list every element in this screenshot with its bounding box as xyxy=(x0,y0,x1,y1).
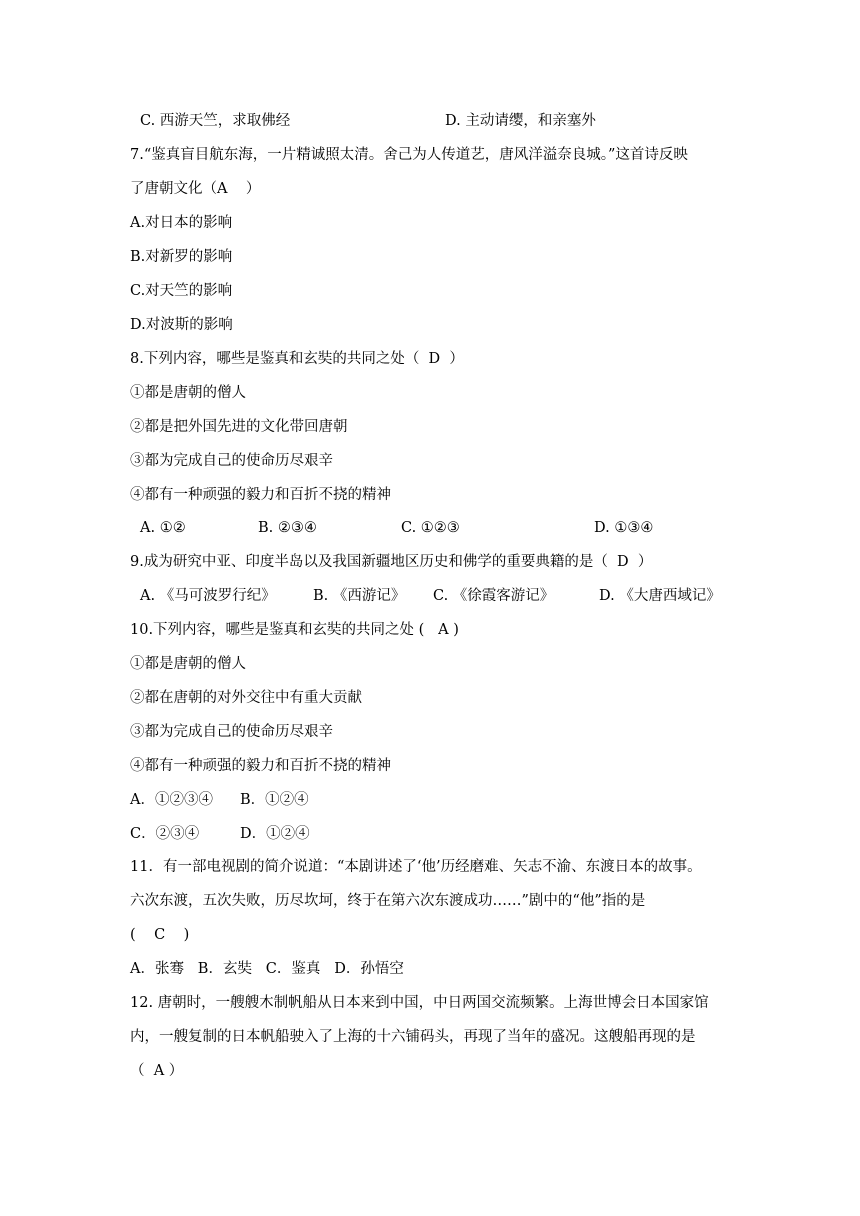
q12-stem-line3: （ A ） xyxy=(130,1063,184,1079)
q7-stem-line2: 了唐朝文化（A ） xyxy=(130,181,261,197)
q6-option-d: D. 主动请缨，和亲塞外 xyxy=(445,113,596,129)
q8-option-d: D. ①③④ xyxy=(594,520,654,536)
q7-option-a: A.对日本的影响 xyxy=(130,215,233,231)
q7-option-d: D.对波斯的影响 xyxy=(130,317,233,333)
q12-stem-line1: 12. 唐朝时，一艘艘木制帆船从日本来到中国，中日两国交流频繁。上海世博会日本国家馆 xyxy=(130,995,709,1011)
q10-item: ②都在唐朝的对外交往中有重大贡献 xyxy=(130,690,362,706)
q12-stem-line2: 内，一艘复制的日本帆船驶入了上海的十六铺码头，再现了当年的盛况。这艘船再现的是 xyxy=(130,1029,696,1045)
q11-options: A．张骞 B．玄奘 C．鉴真 D．孙悟空 xyxy=(130,961,404,977)
q9-stem: 9.成为研究中亚、印度半岛以及我国新疆地区历史和佛学的重要典籍的是（ D ） xyxy=(130,554,653,570)
q8-option-a: A. ①② xyxy=(140,520,186,536)
q8-item: ②都是把外国先进的文化带回唐朝 xyxy=(130,419,348,435)
q8-item: ④都有一种顽强的毅力和百折不挠的精神 xyxy=(130,487,391,503)
q7-option-b: B.对新罗的影响 xyxy=(130,249,233,265)
q9-option-c: C. 《徐霞客游记》 xyxy=(433,588,555,604)
q8-option-b: B. ②③④ xyxy=(258,520,317,536)
q10-item: ①都是唐朝的僧人 xyxy=(130,656,246,672)
q11-stem-line3: ( C ) xyxy=(130,927,190,943)
q10-stem: 10.下列内容，哪些是鉴真和玄奘的共同之处 ( A ) xyxy=(130,622,459,638)
q10-item: ④都有一种顽强的毅力和百折不挠的精神 xyxy=(130,758,391,774)
q6-option-c: C. 西游天竺，求取佛经 xyxy=(140,113,291,129)
q11-stem-line2: 六次东渡，五次失败，历尽坎坷，终于在第六次东渡成功……”剧中的“他”指的是 xyxy=(130,893,646,909)
q10-option-c: C．②③④ xyxy=(130,826,200,842)
q8-option-c: C. ①②③ xyxy=(401,520,460,536)
q9-option-a: A. 《马可波罗行纪》 xyxy=(140,588,276,604)
q10-item: ③都为完成自己的使命历尽艰辛 xyxy=(130,724,333,740)
q8-item: ①都是唐朝的僧人 xyxy=(130,385,246,401)
q8-stem: 8.下列内容，哪些是鉴真和玄奘的共同之处（ D ） xyxy=(130,351,464,367)
q10-option-a: A．①②③④ xyxy=(130,792,213,808)
q10-option-d: D．①②④ xyxy=(240,826,310,842)
q7-option-c: C.对天竺的影响 xyxy=(130,283,233,299)
q8-item: ③都为完成自己的使命历尽艰辛 xyxy=(130,453,333,469)
q9-option-d: D. 《大唐西域记》 xyxy=(599,588,721,604)
q9-option-b: B. 《西游记》 xyxy=(313,588,406,604)
q10-option-b: B．①②④ xyxy=(240,792,309,808)
q7-stem-line1: 7.“鉴真盲目航东海，一片精诚照太清。舍己为人传道艺，唐风洋溢奈良城。”这首诗反映 xyxy=(130,147,688,163)
q11-stem-line1: 11．有一部电视剧的简介说道：“本剧讲述了‘他’历经磨难、矢志不渝、东渡日本的故事。 xyxy=(130,859,702,875)
